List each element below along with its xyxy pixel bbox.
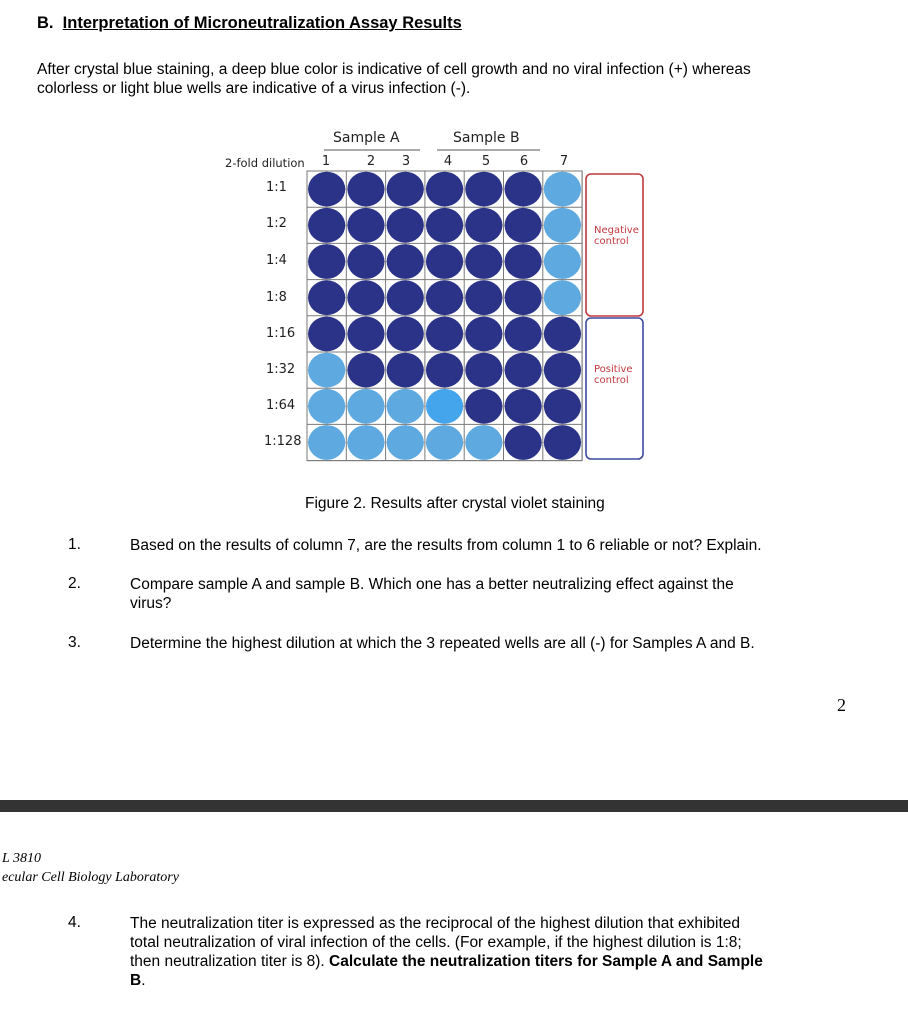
well-r6-c7 [544,353,581,388]
well-r1-c1 [308,172,345,207]
well-r5-c5 [465,317,502,352]
well-r1-c6 [505,172,542,207]
sample-a-label: Sample A [333,130,400,146]
well-r3-c1 [308,244,345,279]
well-r3-c2 [347,244,384,279]
well-r8-c6 [505,425,542,460]
negative-control-line-2: control [594,236,629,247]
row-label-1-1: 1:1 [266,180,287,195]
well-r2-c2 [347,208,384,243]
well-r6-c2 [347,353,384,388]
question-2-text [130,575,734,613]
course-code: L 3810 [2,851,42,866]
well-r8-c4 [426,425,463,460]
well-r4-c7 [544,280,581,315]
intro-line-2: colorless or light blue wells are indicative of a virus infection (-). [37,80,471,97]
well-r7-c6 [505,389,542,424]
well-r1-c4 [426,172,463,207]
well-r3-c5 [465,244,502,279]
well-r5-c7 [544,317,581,352]
question-4-line-1: The neutralization titer is expressed as the reciprocal of the highest dilution that exhibited [130,915,741,932]
well-r1-c2 [347,172,384,207]
well-r3-c4 [426,244,463,279]
dilution-header: 2-fold dilution [225,156,305,170]
row-label-1-8: 1:8 [266,290,287,305]
well-r5-c1 [308,317,345,352]
well-r1-c3 [387,172,424,207]
row-label-1-128: 1:128 [264,434,302,449]
column-number-5: 5 [481,154,491,169]
well-r3-c6 [505,244,542,279]
question-4-line-4 [130,971,763,990]
well-r5-c6 [505,317,542,352]
question-4-text [130,914,763,990]
section-letter: B. [37,14,54,32]
well-r1-c7 [544,172,581,207]
page-number: 2 [837,695,846,715]
well-r6-c6 [505,353,542,388]
well-r8-c1 [308,425,345,460]
question-3-line-1: Determine the highest dilution at which the 3 repeated wells are all (-) for Samples A and B. [130,635,755,652]
well-r7-c5 [465,389,502,424]
question-3-number: 3. [68,634,81,651]
well-r7-c4 [426,389,463,424]
well-r7-c7 [544,389,581,424]
column-number-7: 7 [559,154,569,169]
well-r2-c1 [308,208,345,243]
question-4-line-4-bold: B [130,972,142,989]
negative-control-line-1: Negative [594,225,639,236]
page-divider [0,800,908,812]
well-r8-c2 [347,425,384,460]
question-1-line-1: Based on the results of column 7, are the results from column 1 to 6 reliable or not? Explain. [130,537,762,554]
question-4-line-2: total neutralization of viral infection of the cells. (For example, if the highest dilution is 1:8; [130,934,742,951]
well-r2-c3 [387,208,424,243]
question-4-line-3 [130,952,763,971]
question-3-text [130,634,755,653]
well-r5-c3 [387,317,424,352]
positive-control-label [594,364,633,386]
well-r5-c4 [426,317,463,352]
well-r8-c7 [544,425,581,460]
figure-caption: Figure 2. Results after crystal violet staining [305,495,605,512]
well-r4-c3 [387,280,424,315]
well-r5-c2 [347,317,384,352]
row-label-1-64: 1:64 [266,398,296,413]
lab-name: ecular Cell Biology Laboratory [2,870,179,885]
positive-control-box [586,318,643,459]
well-r4-c1 [308,280,345,315]
well-r4-c2 [347,280,384,315]
question-2-line-1: Compare sample A and sample B. Which one has a better neutralizing effect against the [130,576,734,593]
question-4-line-3-bold: Calculate the neutralization titers for Sample A and Sample [329,953,763,970]
column-number-1: 1 [321,154,331,169]
row-label-1-4: 1:4 [266,253,287,268]
well-r7-c2 [347,389,384,424]
well-r3-c7 [544,244,581,279]
well-r2-c6 [505,208,542,243]
row-label-1-16: 1:16 [266,326,296,341]
question-2-line-2: virus? [130,595,172,612]
well-r7-c3 [387,389,424,424]
well-r6-c1 [308,353,345,388]
well-r7-c1 [308,389,345,424]
column-number-3: 3 [401,154,411,169]
row-label-1-2: 1:2 [266,216,287,231]
well-r4-c6 [505,280,542,315]
well-r8-c3 [387,425,424,460]
well-r2-c4 [426,208,463,243]
well-r1-c5 [465,172,502,207]
question-4-line-4-end: . [141,972,146,989]
positive-control-line-2: control [594,375,629,386]
intro-line-1: After crystal blue staining, a deep blue color is indicative of cell growth and no viral infection (+) whereas [37,61,751,78]
well-r2-c5 [465,208,502,243]
question-4-number: 4. [68,914,81,931]
column-number-6: 6 [519,154,529,169]
well-r4-c4 [426,280,463,315]
question-2-number: 2. [68,575,81,592]
well-r6-c4 [426,353,463,388]
well-r2-c7 [544,208,581,243]
well-r3-c3 [387,244,424,279]
column-number-2: 2 [366,154,376,169]
positive-control-line-1: Positive [594,364,633,375]
sample-b-label: Sample B [453,130,520,146]
section-title: Interpretation of Microneutralization Assay Results [62,14,462,32]
well-r4-c5 [465,280,502,315]
question-1-text [130,536,762,555]
column-number-4: 4 [443,154,453,169]
well-r6-c5 [465,353,502,388]
row-label-1-32: 1:32 [266,362,296,377]
question-4-line-3-plain: then neutralization titer is 8). [130,953,330,970]
well-r6-c3 [387,353,424,388]
question-1-number: 1. [68,536,81,553]
well-r8-c5 [465,425,502,460]
negative-control-label [594,225,639,247]
